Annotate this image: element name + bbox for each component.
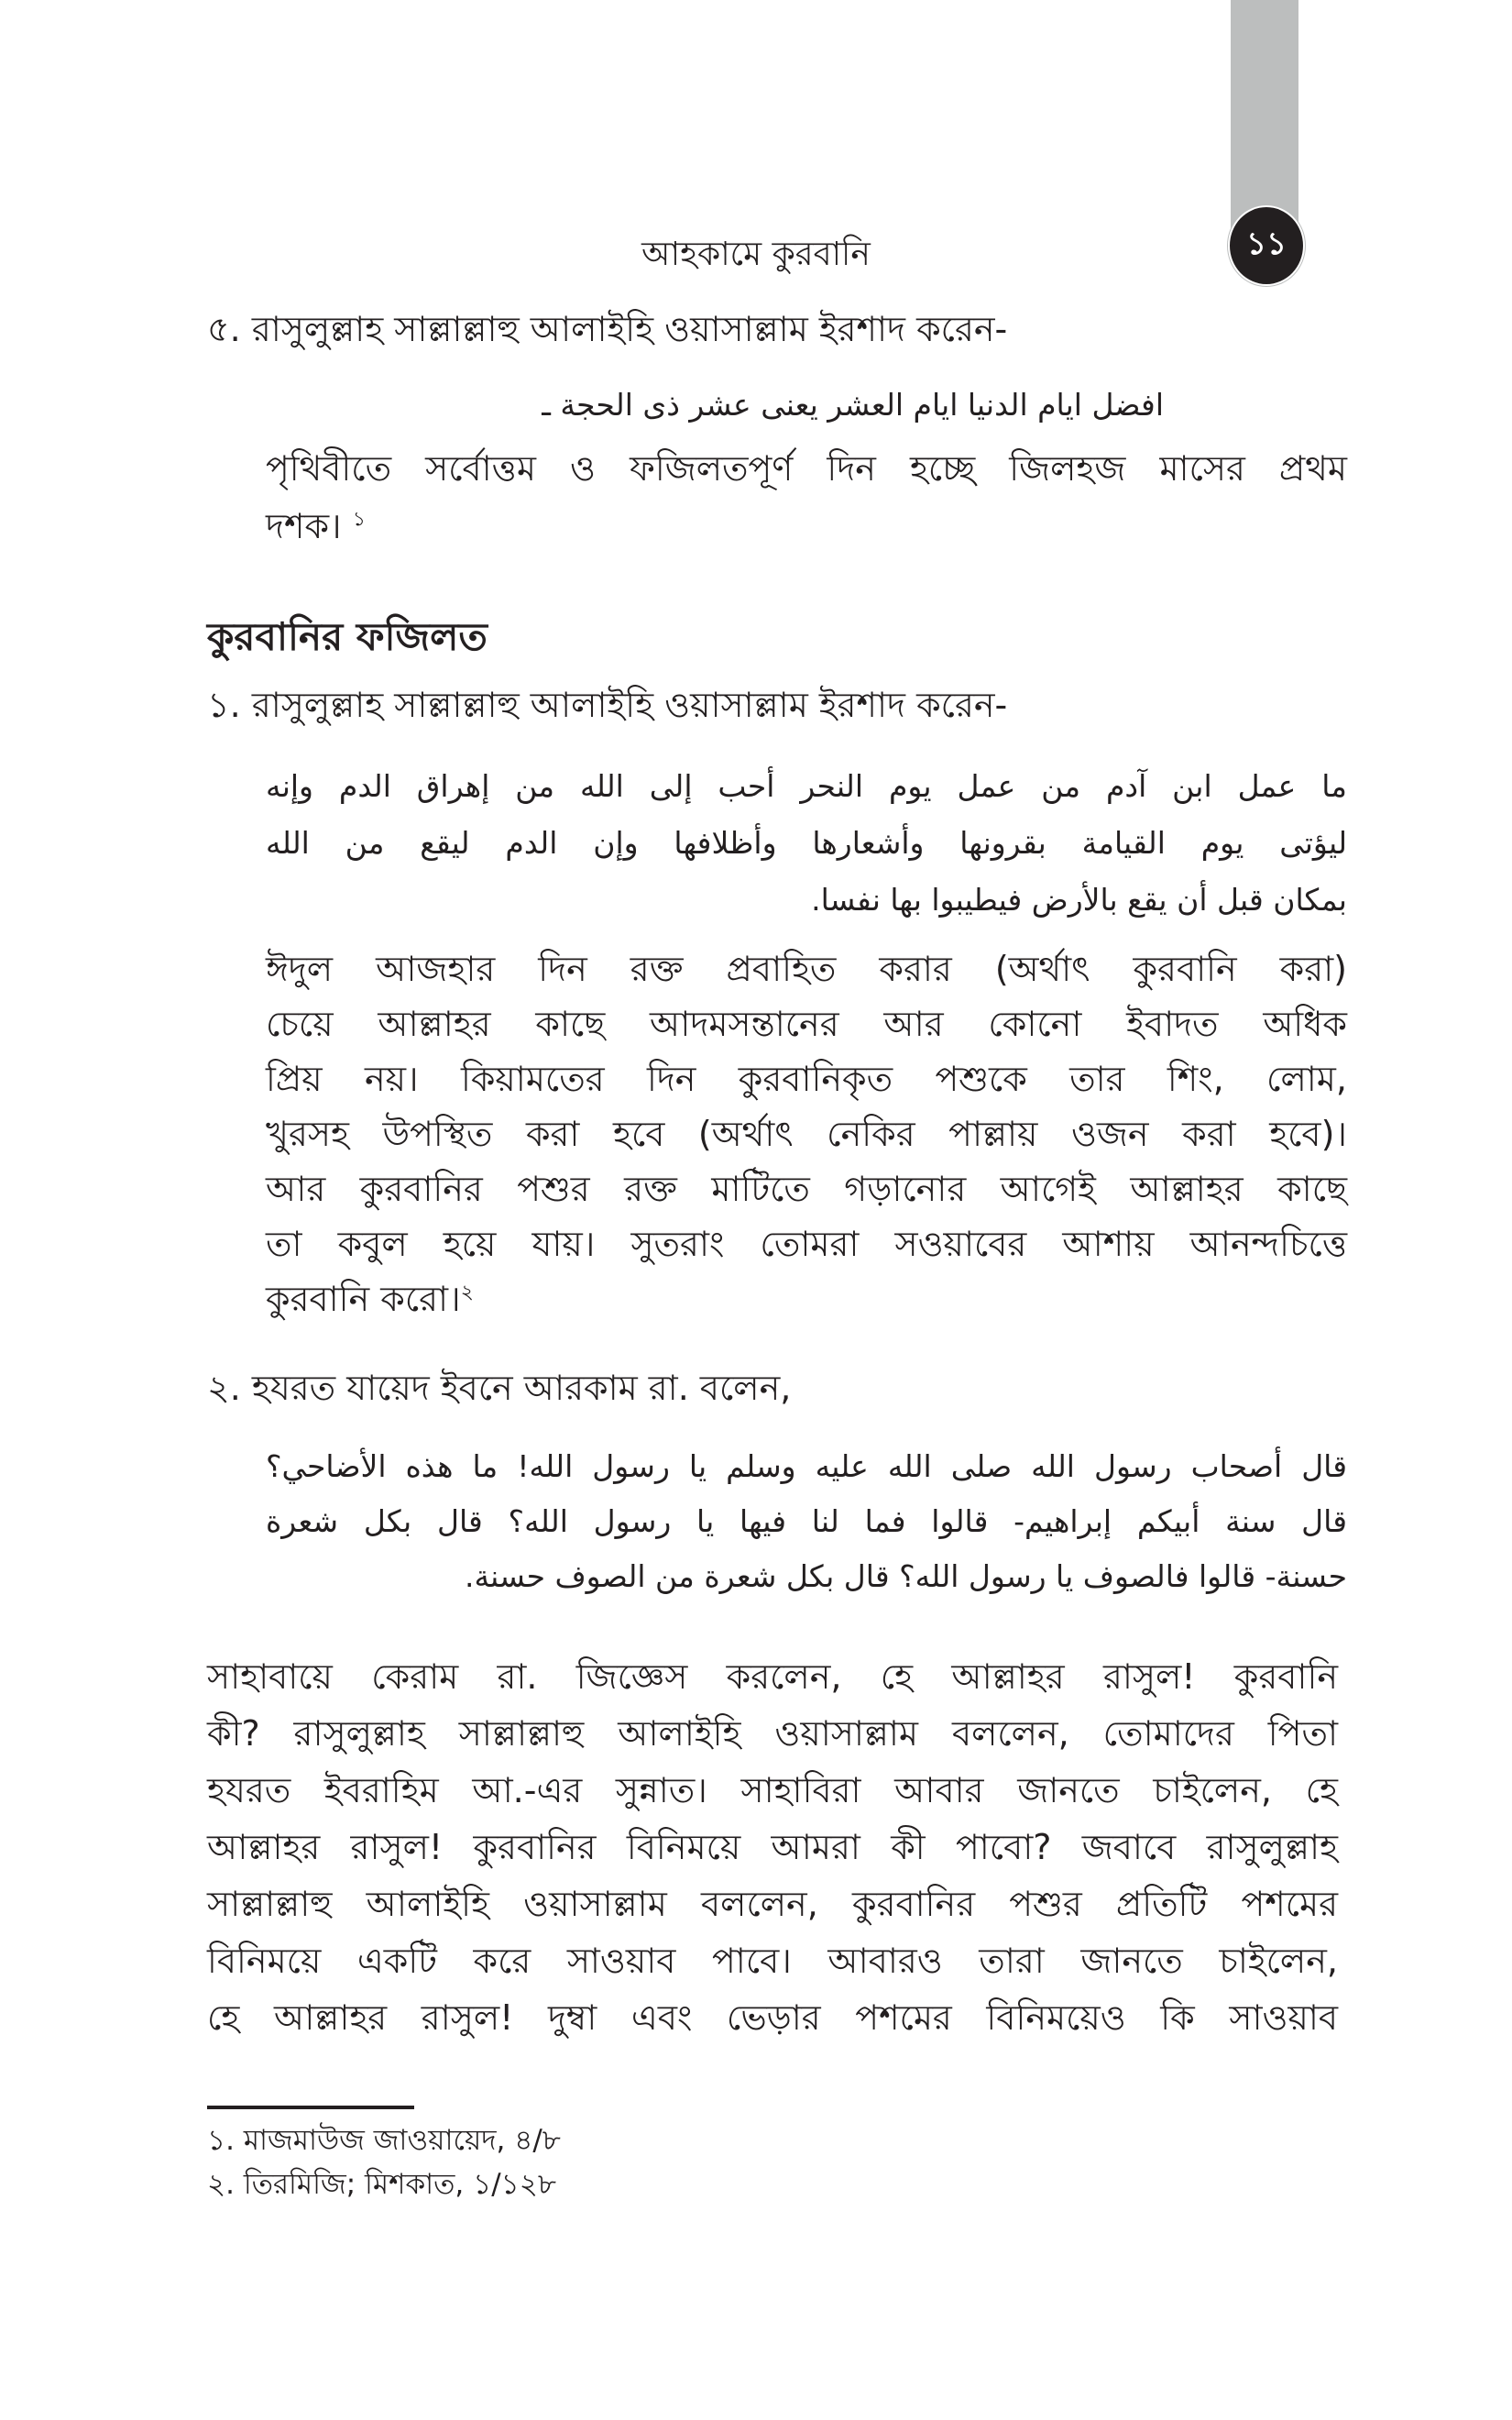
running-title: আহকামে কুরবানি xyxy=(641,236,871,273)
translation-line: সাহাবায়ে কেরাম রা. জিজ্ঞেস করলেন, হে আল্লাহর রাসুল! কুরবানি xyxy=(207,1656,1338,1697)
translation-line: চেয়ে আল্লাহর কাছে আদমসন্তানের আর কোনো ইবাদত অধিক xyxy=(266,1004,1347,1044)
translation-text: কুরবানি করো। xyxy=(266,1279,461,1319)
footnote-divider xyxy=(207,2106,414,2109)
translation-line: হে আল্লাহর রাসুল! দুম্বা এবং ভেড়ার পশমের বিনিময়েও কি সাওয়াব xyxy=(207,1997,1338,2038)
translation-line: ঈদুল আজহার দিন রক্ত প্রবাহিত করার (অর্থাৎ কুরবানি করা) xyxy=(266,949,1347,989)
arabic-line: ما عمل ابن آدم من عمل يوم النحر أحب إلى الله من إهراق الدم وإنه xyxy=(266,768,1347,804)
translation-line xyxy=(266,500,366,553)
arabic-text: افضل ايام الدنيا ايام العشر يعنى عشر ذى الحجة ـ xyxy=(542,387,1164,423)
translation-line: পৃথিবীতে সর্বোত্তম ও ফজিলতপূর্ণ দিন হচ্ছে জিলহজ মাসের প্রথম xyxy=(266,448,1347,489)
page-number: ১১ xyxy=(1228,205,1305,286)
arabic-line: قال أصحاب رسول الله صلى الله عليه وسلم يا رسول الله! ما هذه الأضاحي؟ xyxy=(266,1448,1347,1484)
translation-line: হযরত ইবরাহিম আ.-এর সুন্নাত। সাহাবিরা আবার জানতে চাইলেন, হে xyxy=(207,1770,1338,1810)
translation-line: সাল্লাল্লাহু আলাইহি ওয়াসাল্লাম বললেন, কুরবানির পশুর প্রতিটি পশমের xyxy=(207,1884,1338,1924)
translation-line: কী? রাসুলুল্লাহ সাল্লাল্লাহু আলাইহি ওয়াসাল্লাম বললেন, তোমাদের পিতা xyxy=(207,1713,1338,1754)
translation-line xyxy=(266,1272,474,1326)
section-heading: কুরবানির ফজিলত xyxy=(207,614,488,659)
footnote: ২. তিরমিজি; মিশকাত, ১/১২৮ xyxy=(207,2168,557,2201)
arabic-line: قال سنة أبيكم إبراهيم- قالوا فما لنا فيها يا رسول الله؟ قال بكل شعرة xyxy=(266,1503,1347,1539)
translation-text: দশক। xyxy=(266,506,342,546)
translation-line: বিনিময়ে একটি করে সাওয়াব পাবে। আবারও তারা জানতে চাইলেন, xyxy=(207,1941,1338,1981)
translation-line: খুরসহ উপস্থিত করা হবে (অর্থাৎ নেকির পাল্লায় ওজন করা হবে)। xyxy=(266,1114,1347,1154)
footnote-ref: ২ xyxy=(460,1281,474,1304)
arabic-line: بمكان قبل أن يقع بالأرض فيطيبوا بها نفسا. xyxy=(811,882,1347,918)
hadith-5-intro: ৫. রাসুলুল্লাহ সাল্লাল্লাহু আলাইহি ওয়াসাল্লাম ইরশাদ করেন- xyxy=(207,309,1008,349)
footnote: ১. মাজমাউজ জাওয়ায়েদ, ৪/৮ xyxy=(207,2124,561,2157)
translation-line: আল্লাহর রাসুল! কুরবানির বিনিময়ে আমরা কী পাবো? জবাবে রাসুলুল্লাহ xyxy=(207,1827,1338,1867)
hadith-2-intro: ২. হযরত যায়েদ ইবনে আরকাম রা. বলেন, xyxy=(207,1368,792,1408)
chapter-tab xyxy=(1231,0,1298,234)
translation-line: প্রিয় নয়। কিয়ামতের দিন কুরবানিকৃত পশুকে তার শিং, লোম, xyxy=(266,1059,1347,1099)
translation-line: আর কুরবানির পশুর রক্ত মাটিতে গড়ানোর আগেই আল্লাহর কাছে xyxy=(266,1169,1347,1209)
arabic-line: ليؤتى يوم القيامة بقرونها وأشعارها وأظلافها وإن الدم ليقع من الله xyxy=(266,825,1347,861)
translation-line: তা কবুল হয়ে যায়। সুতরাং তোমরা সওয়াবের আশায় আনন্দচিত্তে xyxy=(266,1224,1347,1264)
footnote-ref: ১ xyxy=(352,508,366,532)
arabic-line: حسنة- قالوا فالصوف يا رسول الله؟ قال بكل شعرة من الصوف حسنة. xyxy=(465,1558,1347,1594)
hadith-1-intro: ১. রাসুলুল্লাহ সাল্লাল্লাহু আলাইহি ওয়াসাল্লাম ইরশাদ করেন- xyxy=(207,685,1008,725)
